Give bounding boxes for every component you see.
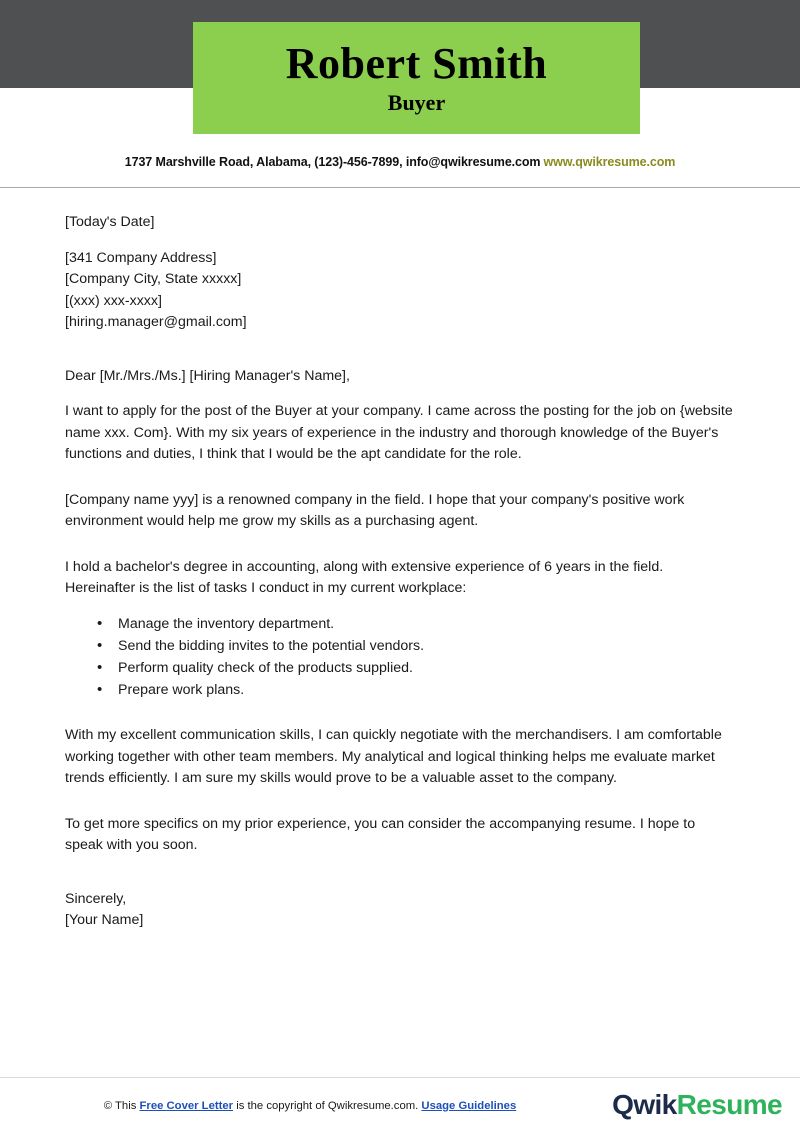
header-divider	[0, 187, 800, 188]
list-item: • Send the bidding invites to the potential vendors.	[65, 636, 735, 658]
body-paragraph-3: I hold a bachelor's degree in accounting, along with extensive experience of 6 years in the field. Hereinafter is the list of tasks I conduct in my current workplace:	[65, 558, 664, 596]
spacer	[65, 871, 735, 889]
list-item: • Prepare work plans.	[65, 680, 735, 702]
body-paragraph-5: To get more specifics on my prior experience, you can consider the accompanying resume. I hope to speak with you soon.	[65, 815, 696, 853]
recipient-line: [hiring.manager@gmail.com]	[65, 314, 247, 330]
logo-text-qwik: Qwik	[612, 1089, 677, 1120]
contact-line	[0, 155, 800, 169]
spacer	[65, 547, 735, 557]
salutation: Dear [Mr./Mrs./Ms.] [Hiring Manager's Name],	[65, 367, 350, 384]
logo-text-resume: Resume	[676, 1089, 782, 1120]
body-paragraph-1: I want to apply for the post of the Buyer at your company. I came across the posting for the job on {website name xxx. Com}. With my six years of experience in the industry and thorough knowledge of the Buyer's functions and duties, I think that I would be the apt candidate for the role.	[65, 403, 733, 462]
usage-guidelines-link[interactable]: Usage Guidelines	[421, 1100, 517, 1112]
contact-website-link[interactable]: www.qwikresume.com	[543, 155, 676, 169]
list-item: • Manage the inventory department.	[65, 614, 735, 636]
copyright-prefix: © This	[103, 1100, 140, 1112]
cover-letter-body	[65, 212, 735, 946]
recipient-line: [Company City, State xxxxx]	[65, 271, 242, 287]
spacer	[65, 480, 735, 490]
name-banner	[193, 22, 640, 134]
footer-copyright	[0, 1100, 620, 1112]
recipient-address-block	[65, 248, 735, 334]
body-paragraph-2: [Company name yyy] is a renowned company in the field. I hope that your company's positive work environment would help me grow my skills as a purchasing agent.	[65, 491, 685, 529]
closing-salutation: Sincerely,	[65, 890, 127, 907]
body-paragraph-4: With my excellent communication skills, I can quickly negotiate with the merchandisers. I am comfortable working together with other team members. My analytical and logical thinking helps me evaluate market trends efficiently. I am sure my skills would prove to be a valuable asset to the company.	[65, 727, 722, 786]
recipient-line: [341 Company Address]	[65, 249, 217, 266]
spacer	[65, 804, 735, 814]
document-footer	[0, 1077, 800, 1131]
footer-divider	[0, 1077, 800, 1078]
copyright-middle: is the copyright of Qwikresume.com.	[233, 1100, 422, 1112]
date-line: [Today's Date]	[65, 214, 155, 230]
qwikresume-logo[interactable]	[612, 1089, 782, 1121]
free-cover-letter-link[interactable]: Free Cover Letter	[139, 1100, 234, 1112]
spacer	[65, 348, 735, 366]
contact-details: 1737 Marshville Road, Alabama, (123)-456-7899, info@qwikresume.com	[124, 155, 541, 169]
list-item: • Perform quality check of the products supplied.	[65, 658, 735, 680]
candidate-job-title: Buyer	[387, 90, 446, 115]
signature-name: [Your Name]	[65, 912, 144, 928]
spacer	[65, 715, 735, 725]
signature-block	[65, 889, 735, 932]
candidate-name: Robert Smith	[285, 38, 548, 88]
recipient-line: [(xxx) xxx-xxxx]	[65, 292, 162, 309]
duties-list	[65, 614, 735, 702]
document-header	[0, 0, 800, 188]
